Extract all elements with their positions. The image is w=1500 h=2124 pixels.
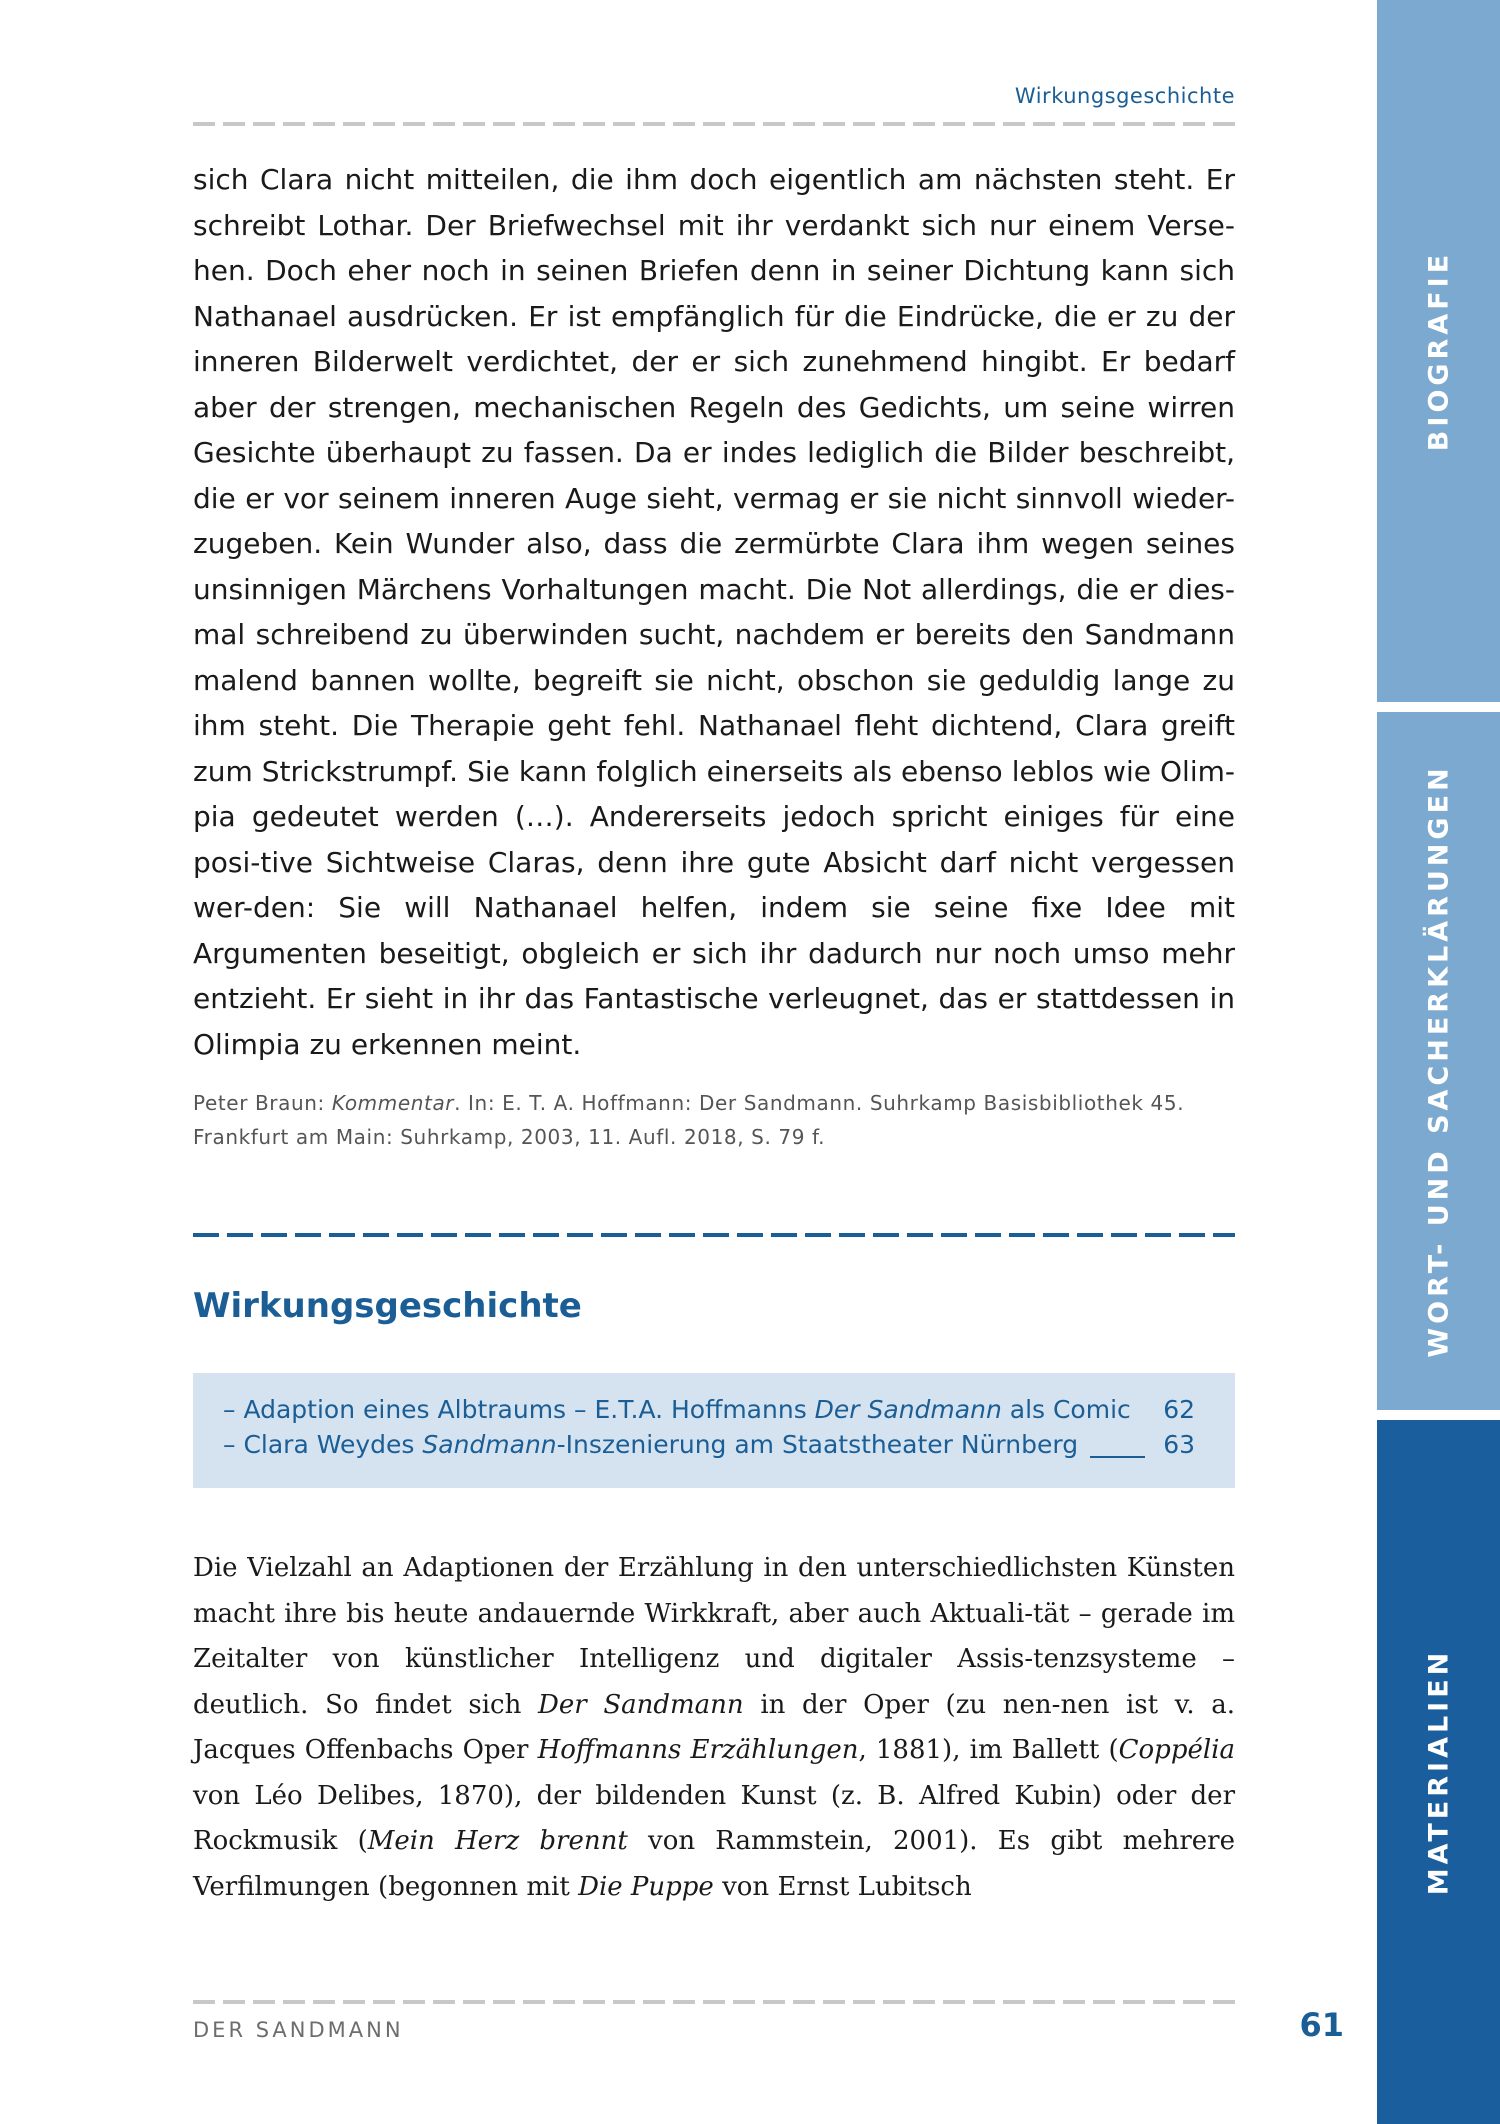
footer-book-title: DER SANDMANN [193,2018,404,2042]
tab-materialien[interactable] [1377,1420,1500,2124]
running-head: Wirkungsgeschichte [1014,84,1235,108]
tab-materialien-label: MATERIALIEN [1423,1648,1454,1896]
page-number: 61 [1299,2006,1344,2044]
header-divider [193,122,1235,126]
citation-rest: . In: E. T. A. Hoffmann: Der Sandmann. Suhrkamp Basisbibliothek 45. Frankfurt am Main: Suhrkamp, 2003, 11. Aufl. 2018, S. 79 f. [193,1091,1185,1149]
tab-wort-label: WORT- UND SACHERKLÄRUNGEN [1423,764,1454,1358]
reference-leader [1090,1456,1145,1458]
citation [193,1086,1235,1154]
tab-biografie-label: BIOGRAFIE [1423,250,1454,452]
reference-item[interactable] [223,1395,1195,1429]
reference-page: 62 [1163,1395,1195,1424]
tab-biografie[interactable] [1377,0,1500,702]
quote-text: sich Clara nicht mitteilen, die ihm doch eigentlich am nächsten steht. Er schreibt Lothar. Der Briefwechsel mit ihr verdankt sich nur einem Verse-hen. Doch eher noch in seinen Briefen denn in seiner Dichtung kann sich Nathanael ausdrücken. Er ist empfänglich für die Eindrücke, die er zu der inneren Bilderwelt verdichtet, der er sich zunehmend hingibt. Er bedarf aber der strengen, mechanischen Regeln des Gedichts, um seine wirren Gesichte überhaupt zu fassen. Da er indes lediglich die Bilder beschreibt, die er vor seinem inneren Auge sieht, vermag er sie nicht sinnvoll wieder-zugeben. Kein Wunder also, dass die zermürbte Clara ihm wegen seines unsinnigen Märchens Vorhaltungen macht. Die Not allerdings, die er dies-mal schreibend zu überwinden sucht, nachdem er bereits den Sandmann malend bannen wollte, begreift sie nicht, obschon sie geduldig lange zu ihm steht. Die Therapie geht fehl. Nathanael fleht dichtend, Clara greift zum Strickstrumpf. Sie kann folglich einerseits als ebenso leblos wie Olim-pia gedeutet werden (…). Andererseits jedoch spricht einiges für eine posi-tive Sichtweise Claras, denn ihre gute Absicht darf nicht vergessen wer-den: Sie will Nathanael helfen, indem sie seine fixe Idee mit Argumenten beseitigt, obgleich er sich ihr dadurch nur noch umso mehr entzieht. Er sieht in ihr das Fantastische verleugnet, das er stattdessen in Olimpia zu erkennen meint. [193,163,1235,1061]
reference-label: – Adaption eines Albtraums – E.T.A. Hoffmanns Der Sandmann als Comic [223,1395,1131,1424]
reference-label: – Clara Weydes Sandmann-Inszenierung am Staatstheater Nürnberg [223,1430,1079,1459]
reference-box [193,1373,1235,1488]
section-heading: Wirkungsgeschichte [193,1286,582,1326]
body-text: Die Vielzahl an Adaptionen der Erzählung in den unterschiedlichsten Künsten macht ihre bis heute andauernde Wirkkraft, aber auch Aktuali-tät – gerade im Zeitalter von künstlicher Intelligenz und digitaler Assis-tenzsysteme – deutlich. So findet sich Der Sandmann in der Oper (zu nen-nen ist v. a. Jacques Offenbachs Oper Hoffmanns Erzählungen, 1881), im Ballett (Coppélia von Léo Delibes, 1870), der bildenden Kunst (z. B. Alfred Kubin) oder der Rockmusik (Mein Herz brennt von Rammstein, 2001). Es gibt mehrere Verfilmungen (begonnen mit Die Puppe von Ernst Lubitsch [193,1553,1235,1902]
reference-page: 63 [1163,1430,1195,1459]
reference-item[interactable] [223,1430,1195,1464]
citation-work-title: Kommentar [331,1091,455,1115]
tab-wort-und-sacherklaerungen[interactable] [1377,712,1500,1410]
citation-author: Peter Braun: [193,1091,332,1115]
section-divider [193,1233,1235,1237]
footer-divider [193,2000,1235,2004]
